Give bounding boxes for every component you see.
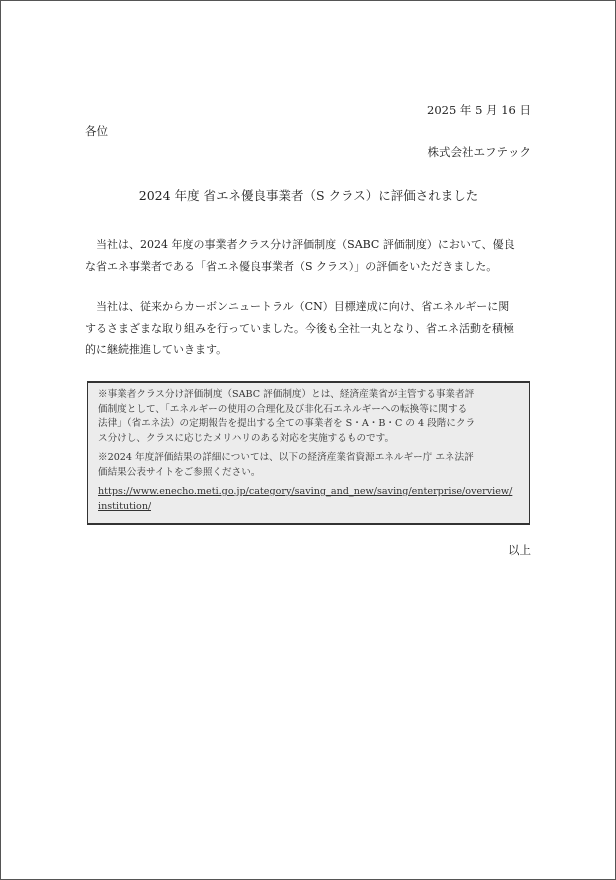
body-paragraph-1 [85,234,532,277]
paragraph-line: 的に継続推進していきます。 [85,343,228,356]
note-line: ※2024 年度評価結果の詳細については、以下の経済産業省資源エネルギー庁 エネ法評 [98,452,474,463]
results-site-link-continued[interactable]: institution/ [98,500,152,512]
closing-remark: 以上 [508,543,531,557]
document-title: 2024 年度 省エネ優良事業者（S クラス）に評価されました [138,188,479,203]
results-site-link[interactable]: https://www.enecho.meti.go.jp/category/saving_and_new/saving/enterprise/overview/ [98,486,513,497]
note-line: 価制度として、「エネルギーの使用の合理化及び非化石エネルギーへの転換等に関する [98,403,468,415]
body-paragraph-2 [85,296,532,361]
note-link-block [98,485,519,520]
note-line: ※事業者クラス分け評価制度（SABC 評価制度）とは、経済産業省が主管する事業者評 [98,389,475,400]
note-box [87,381,530,525]
note-line: ス分けし、クラスに応じたメリハリのある対応を実施するものです。 [98,432,395,444]
paragraph-line: するさまざまな取り組みを行っていました。今後も全社一丸となり、省エネ活動を積極 [85,321,514,335]
paragraph-line: 当社は、従来からカーボンニュートラル（CN）目標達成に向け、省エネルギーに関 [85,300,510,313]
note-line: 価結果公表サイトをご参照ください。 [98,466,261,478]
company-name: 株式会社エフテック [427,145,531,159]
paragraph-line: 当社は、2024 年度の事業者クラス分け評価制度（SABC 評価制度）において、優良 [85,238,515,251]
note-sabc-definition [98,388,519,446]
paragraph-line: な省エネ事業者である「省エネ優良事業者（S クラス）」の評価をいただきました。 [85,259,498,273]
recipient: 各位 [85,124,108,138]
note-results-reference [98,451,519,480]
document-date: 2025 年 5 月 16 日 [427,103,531,117]
note-line: 法律」（省エネ法）の定期報告を提出する全ての事業者を S・A・B・C の 4 段階にクラ [98,418,476,429]
